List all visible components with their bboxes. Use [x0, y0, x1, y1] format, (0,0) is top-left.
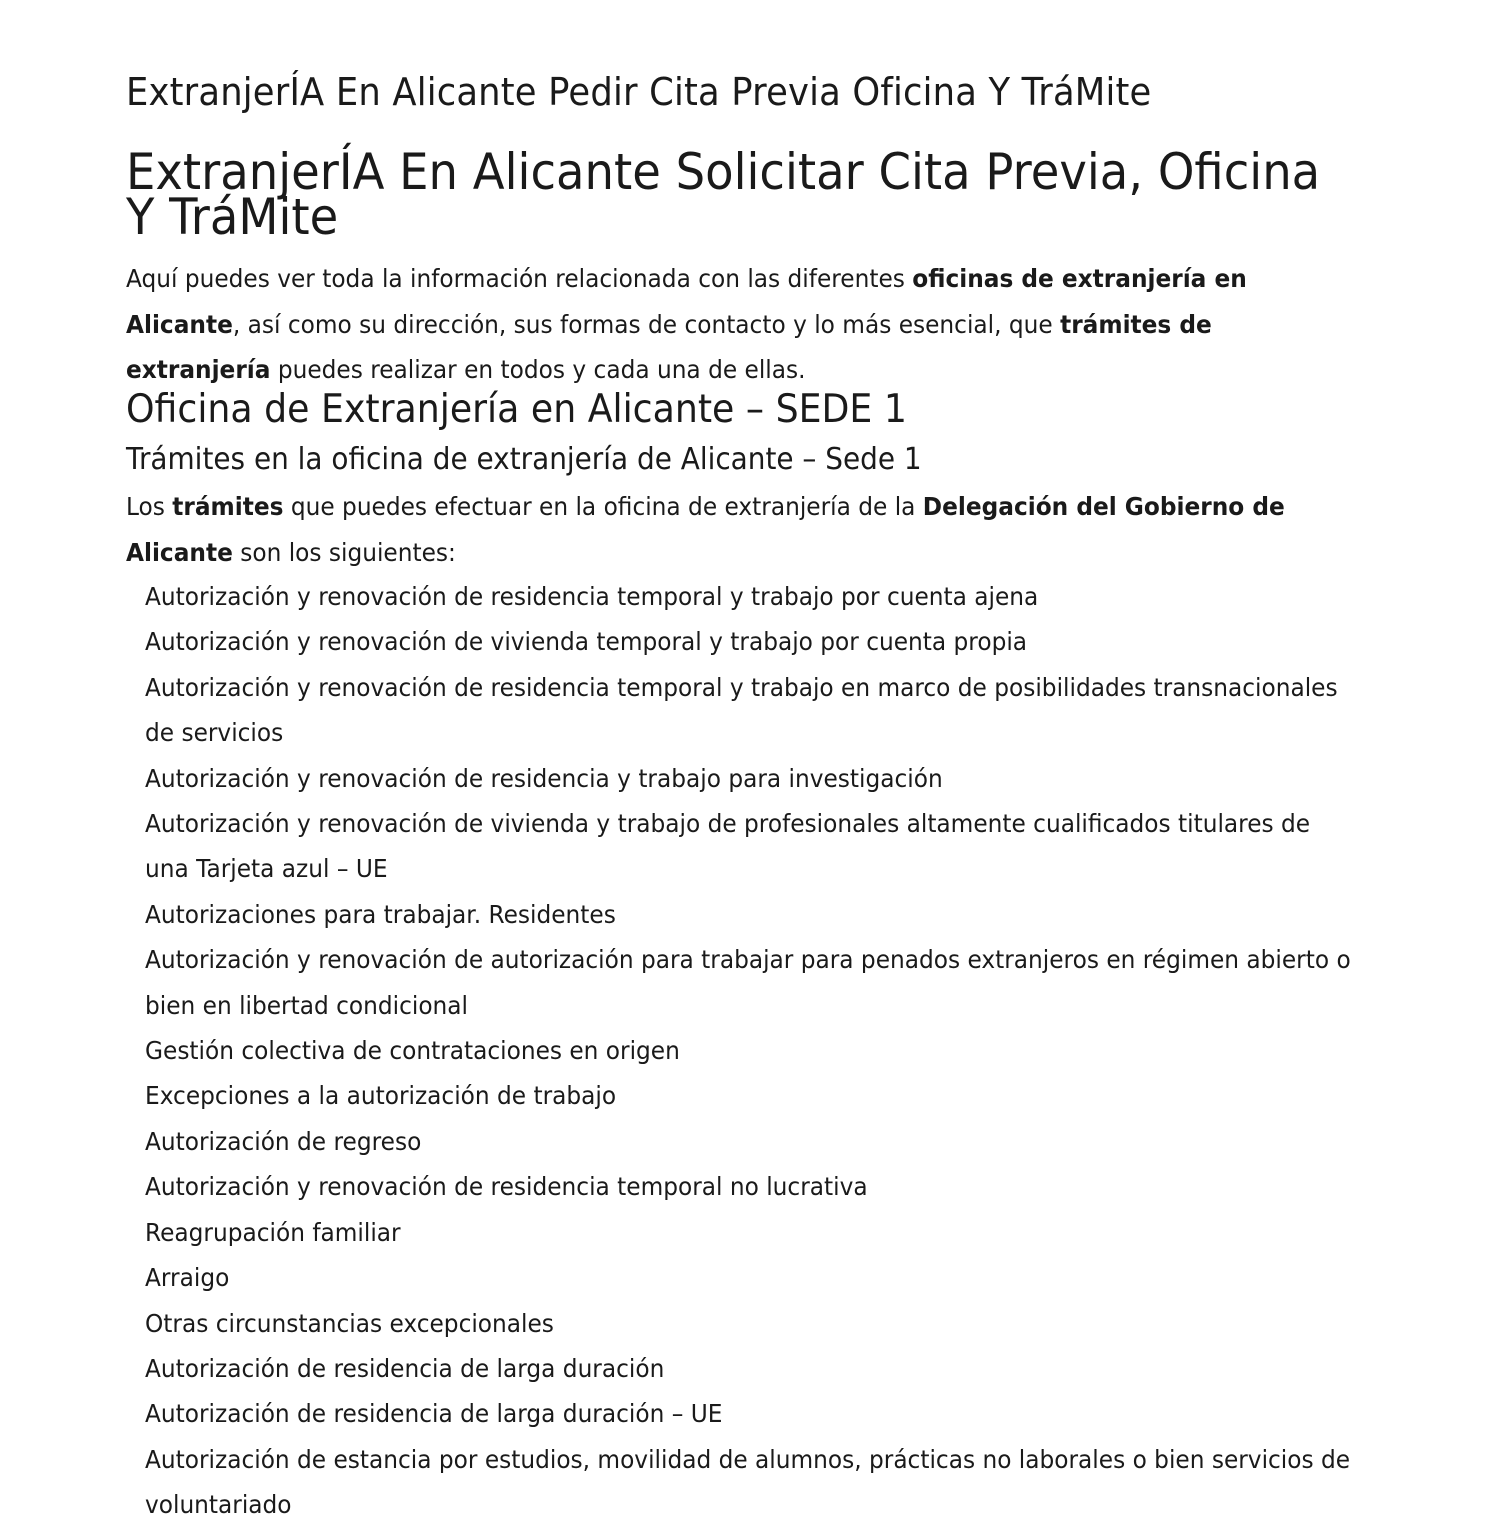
list-item: Autorización y renovación de vivienda y trabajo de profesionales altamente cualificados titulares de una Tarjeta azul – UE — [145, 809, 1311, 884]
main-heading: ExtranjerÍA En Alicante Solicitar Cita Previa, Oficina Y TráMite — [126, 143, 1321, 246]
list-item: Autorizaciones para trabajar. Residentes — [145, 899, 616, 929]
tramites-intro-paragraph — [126, 484, 1358, 575]
tramites-intro-text-2: que puedes efectuar en la oficina de extranjería de la — [283, 492, 923, 521]
tramites-intro-bold-tramites: trámites — [172, 492, 284, 521]
document-title: ExtranjerÍA En Alicante Pedir Cita Previa Oficina Y TráMite — [126, 70, 1152, 114]
intro-text-2: , así como su dirección, sus formas de contacto y lo más esencial, que — [232, 309, 1061, 339]
list-item: Autorización y renovación de residencia temporal y trabajo por cuenta ajena — [145, 582, 1039, 611]
list-item: Autorización de estancia por estudios, movilidad de alumnos, prácticas no laborales o bien servicios de voluntariado — [145, 1444, 1351, 1520]
intro-bold-offices: oficinas de extranjería en Alicante — [126, 264, 1247, 339]
intro-text-1: Aquí puedes ver toda la información relacionada con las diferentes — [126, 264, 913, 293]
list-item: Autorización de residencia de larga duración – UE — [145, 1399, 723, 1429]
tramites-intro-bold-delegacion: Delegación del Gobierno de Alicante — [126, 492, 1285, 567]
list-item: Autorización de residencia de larga duración — [145, 1353, 665, 1383]
tramites-intro-text-3: son los siguientes: — [232, 537, 456, 567]
office-subheading: Trámites en la oficina de extranjería de Alicante – Sede 1 — [126, 442, 922, 477]
list-item: Excepciones a la autorización de trabajo — [145, 1081, 617, 1111]
list-item: Otras circunstancias excepcionales — [145, 1308, 554, 1338]
office-heading: Oficina de Extranjería en Alicante – SEDE 1 — [126, 387, 907, 432]
list-item: Autorización y renovación de vivienda temporal y trabajo por cuenta propia — [145, 627, 1028, 657]
list-item: Autorización y renovación de residencia temporal y trabajo en marco de posibilidades transnacionales de servicios — [145, 672, 1338, 748]
list-item: Autorización y renovación de residencia y trabajo para investigación — [145, 763, 943, 793]
list-item: Autorización y renovación de residencia temporal no lucrativa — [145, 1172, 868, 1202]
tramites-list — [145, 574, 1359, 1528]
intro-text-3: puedes realizar en todos y cada una de ellas. — [270, 355, 806, 384]
intro-bold-tramites: trámites de extranjería — [126, 309, 1212, 384]
list-item: Autorización y renovación de autorización para trabajar para penados extranjeros en régimen abierto o bien en libertad condicional — [145, 945, 1351, 1020]
list-item: Arraigo — [145, 1263, 230, 1293]
intro-paragraph — [126, 256, 1358, 393]
list-item: Reagrupación familiar — [145, 1217, 401, 1247]
list-item: Autorización de regreso — [145, 1126, 422, 1156]
list-item: Gestión colectiva de contrataciones en origen — [145, 1036, 680, 1066]
tramites-intro-text-1: Los — [126, 492, 173, 521]
